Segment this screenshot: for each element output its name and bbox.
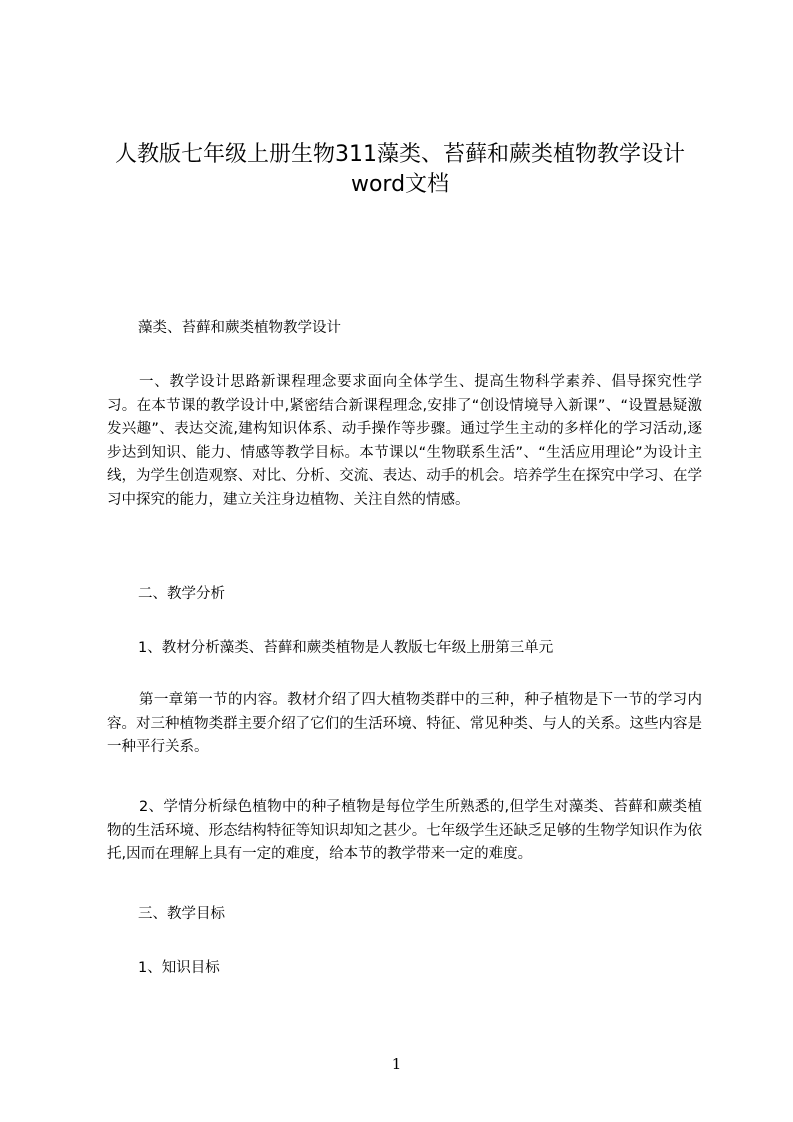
document-subtitle: 藻类、苔藓和蕨类植物教学设计 [138, 320, 341, 336]
document-title: 人教版七年级上册生物311藻类、苔藓和蕨类植物教学设计word文档 [115, 142, 685, 197]
paragraph-learner-analysis: 2、学情分析绿色植物中的种子植物是每位学生所熟悉的,但学生对藻类、苔藓和蕨类植物的生活环境、形态结构特征等知识却知之甚少。七年级学生还缺乏足够的生物学知识作为依托,因而在理解上具有一定的难度，给本节的教学带来一定的难度。 [107, 799, 702, 862]
heading-knowledge-goals: 1、知识目标 [138, 960, 220, 976]
page-number: 1 [391, 1055, 402, 1073]
paragraph-textbook-analysis: 1、教材分析藻类、苔藓和蕨类植物是人教版七年级上册第三单元 [138, 640, 554, 656]
paragraph-chapter-content: 第一章第一节的内容。教材介绍了四大植物类群中的三种，种子植物是下一节的学习内容。对三种植物类群主要介绍了它们的生活环境、特征、常见种类、与人的关系。这些内容是一种平行关系。 [107, 692, 702, 755]
paragraph-design-thinking: 一、教学设计思路新课程理念要求面向全体学生、提高生物科学素养、倡导探究性学习。在本节课的教学设计中,紧密结合新课程理念,安排了“创设情境导入新课”、“设置悬疑激发兴趣”、表达交流,建构知识体系、动手操作等步骤。通过学生主动的多样化的学习活动,逐步达到知识、能力、情感等教学目标。本节课以“生物联系生活”、“生活应用理论”为设计主线，为学生创造观察、对比、分析、交流、表达、动手的机会。培养学生在探究中学习、在学习中探究的能力，建立关注身边植物、关注自然的情感。 [107, 374, 702, 508]
heading-teaching-goals: 三、教学目标 [138, 906, 225, 922]
heading-teaching-analysis: 二、教学分析 [138, 586, 225, 602]
